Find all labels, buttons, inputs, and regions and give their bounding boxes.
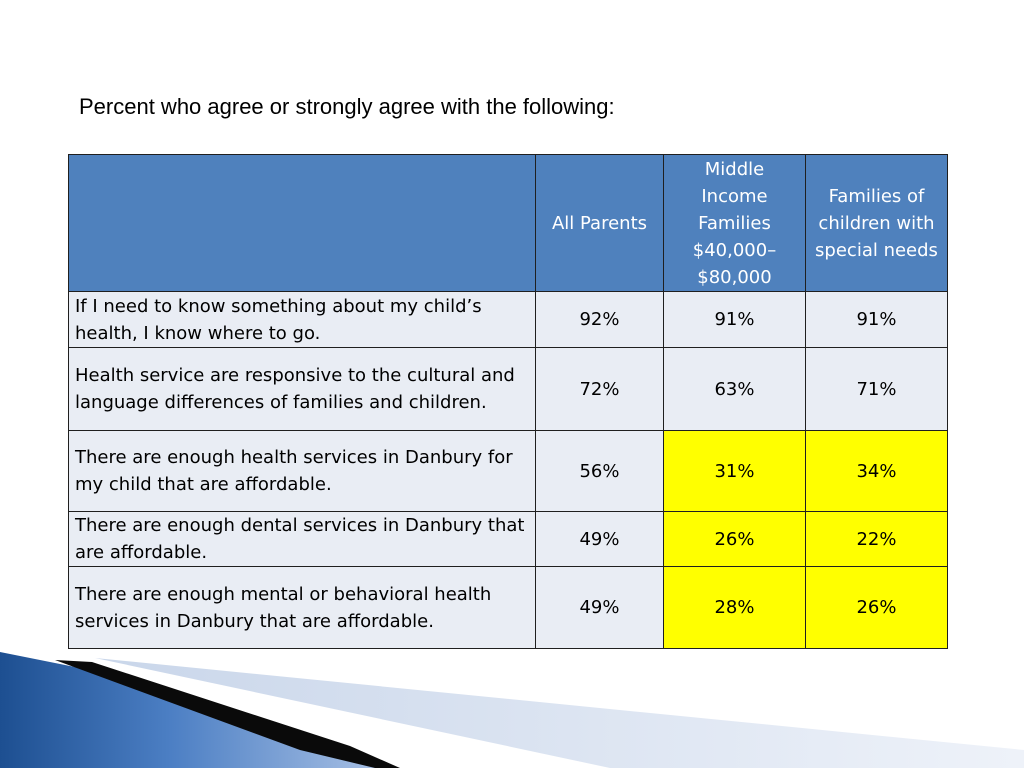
middle-income-value: 31% [664, 431, 806, 512]
survey-table [68, 154, 948, 649]
all-parents-value: 49% [536, 512, 664, 567]
row-statement: There are enough mental or behavioral health services in Danbury that are affordable. [69, 567, 536, 649]
row-statement: If I need to know something about my child’s health, I know where to go. [69, 292, 536, 348]
all-parents-value: 49% [536, 567, 664, 649]
header-row [69, 155, 948, 292]
header-all-parents: All Parents [536, 155, 664, 292]
header-statement [69, 155, 536, 292]
all-parents-value: 56% [536, 431, 664, 512]
special-needs-value: 34% [806, 431, 948, 512]
table-row [69, 567, 948, 649]
special-needs-value: 71% [806, 348, 948, 431]
special-needs-value: 22% [806, 512, 948, 567]
row-statement: There are enough dental services in Danbury that are affordable. [69, 512, 536, 567]
slide-title: Percent who agree or strongly agree with the following: [79, 94, 615, 119]
slide-decoration [0, 638, 1024, 768]
all-parents-value: 72% [536, 348, 664, 431]
header-middle-income: Middle Income Families $40,000–$80,000 [664, 155, 806, 292]
table-row [69, 348, 948, 431]
special-needs-value: 26% [806, 567, 948, 649]
special-needs-value: 91% [806, 292, 948, 348]
middle-income-value: 63% [664, 348, 806, 431]
row-statement: There are enough health services in Danbury for my child that are affordable. [69, 431, 536, 512]
header-special-needs: Families of children with special needs [806, 155, 948, 292]
table-row [69, 292, 948, 348]
middle-income-value: 26% [664, 512, 806, 567]
table-row [69, 512, 948, 567]
row-statement: Health service are responsive to the cultural and language differences of families and children. [69, 348, 536, 431]
all-parents-value: 92% [536, 292, 664, 348]
table-row [69, 431, 948, 512]
middle-income-value: 28% [664, 567, 806, 649]
middle-income-value: 91% [664, 292, 806, 348]
